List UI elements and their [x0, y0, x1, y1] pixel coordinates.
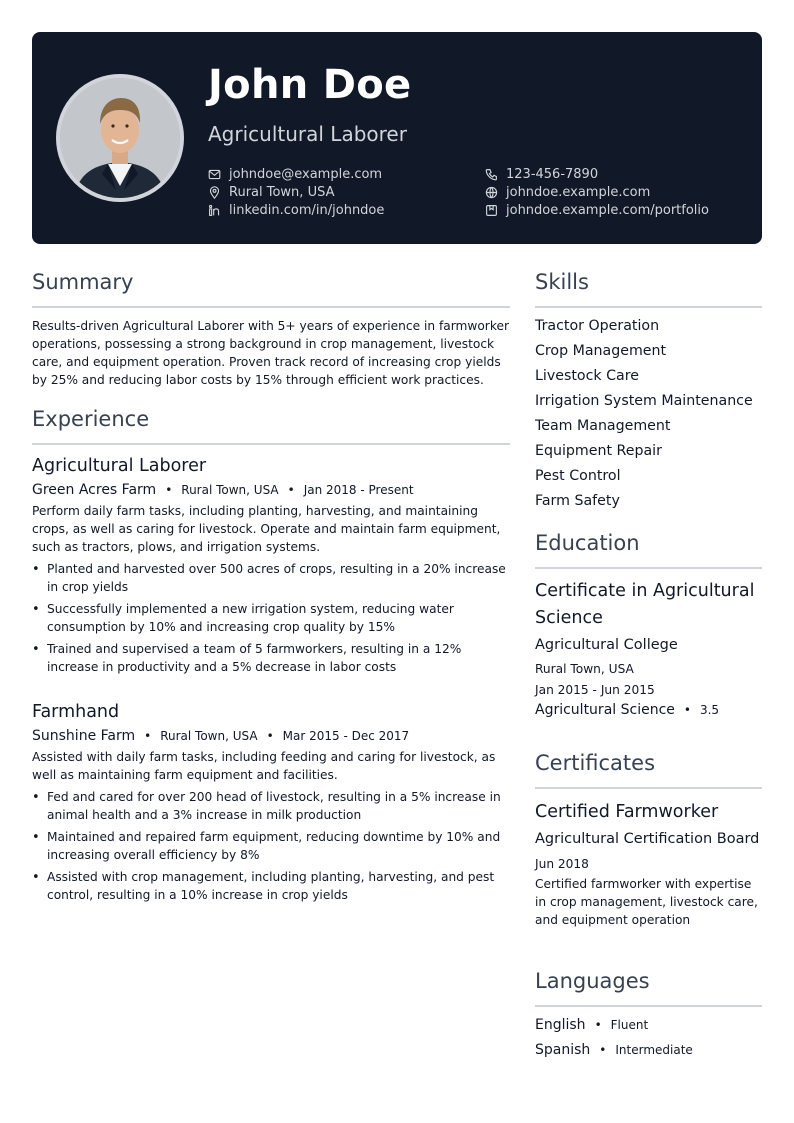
- skill-item: Tractor Operation: [535, 318, 660, 334]
- language-name: Spanish: [535, 1042, 591, 1058]
- achievement-item: • Maintained and repaired farm equipment, reducing downtime by 10% and increasing overall efficiency by 8%: [32, 828, 510, 864]
- experience-divider: [32, 443, 510, 445]
- separator-dot: •: [144, 729, 152, 743]
- mail-icon: [208, 168, 221, 181]
- certificate-description: Certified farmworker with expertise in crop management, livestock care, and equipment operation: [535, 877, 758, 927]
- language-level: Fluent: [610, 1018, 649, 1032]
- education-field: Agricultural Science: [535, 702, 675, 718]
- candidate-role: Agricultural Laborer: [208, 122, 407, 146]
- education-gpa: 3.5: [699, 703, 720, 717]
- job-dates: Jan 2018 - Present: [303, 483, 414, 497]
- education-field-row: [535, 702, 762, 718]
- contact-linkedin[interactable]: [208, 201, 384, 219]
- certificate-date: Jun 2018: [535, 857, 589, 871]
- certificates-divider: [535, 787, 762, 789]
- job-dates: Mar 2015 - Dec 2017: [282, 729, 410, 743]
- skill-item: Crop Management: [535, 343, 667, 359]
- website-text: johndoe.example.com: [506, 184, 651, 200]
- skill-item: Farm Safety: [535, 493, 620, 509]
- job-meta: [32, 482, 510, 498]
- job-title: Agricultural Laborer: [32, 456, 207, 476]
- phone-text: 123-456-7890: [506, 166, 599, 182]
- achievement-item: • Planted and harvested over 500 acres of crops, resulting in a 20% increase in crop yields: [32, 560, 510, 596]
- job-entry: [32, 702, 510, 908]
- achievement-item: • Successfully implemented a new irrigation system, reducing water consumption by 10% and increasing crop quality by 15%: [32, 600, 510, 636]
- globe-icon: [485, 186, 498, 199]
- job-company: Sunshine Farm: [32, 728, 136, 744]
- job-achievements: [32, 560, 510, 676]
- job-company: Green Acres Farm: [32, 482, 157, 498]
- skill-item: Equipment Repair: [535, 443, 662, 459]
- skill-item: Livestock Care: [535, 368, 639, 384]
- experience-heading: Experience: [32, 407, 150, 431]
- separator-dot: •: [594, 1018, 602, 1032]
- contact-phone[interactable]: [485, 165, 598, 183]
- linkedin-icon: [208, 204, 221, 217]
- candidate-name: John Doe: [208, 62, 412, 108]
- skill-item: Team Management: [535, 418, 671, 434]
- portfolio-text: johndoe.example.com/portfolio: [506, 202, 709, 218]
- certificate-issuer: Agricultural Certification Board: [535, 831, 760, 847]
- location-pin-icon: [208, 186, 221, 199]
- job-title: Farmhand: [32, 702, 120, 722]
- separator-dot: •: [683, 703, 691, 717]
- separator-dot: •: [165, 483, 173, 497]
- contact-location: [208, 183, 334, 201]
- language-name: English: [535, 1017, 586, 1033]
- summary-divider: [32, 306, 510, 308]
- job-entry: [32, 456, 510, 680]
- summary-text: Results-driven Agricultural Laborer with 5+ years of experience in farmworker operations, possessing a strong background in crop management, livestock care, and equipment operation. Proven track record of increasing crop yields by 25% and reducing labor costs by 15% through efficient work practices.: [32, 319, 509, 387]
- languages-divider: [535, 1005, 762, 1007]
- education-location: Rural Town, USA: [535, 662, 634, 676]
- linkedin-text: linkedin.com/in/johndoe: [229, 202, 385, 218]
- profile-photo: [56, 74, 184, 202]
- language-item: [535, 1042, 762, 1058]
- certificates-heading: Certificates: [535, 751, 656, 775]
- separator-dot: •: [287, 483, 295, 497]
- certificate-name: Certified Farmworker: [535, 802, 719, 822]
- achievement-item: • Fed and cared for over 200 head of livestock, resulting in a 5% increase in animal health and a 3% increase in milk production: [32, 788, 510, 824]
- skills-heading: Skills: [535, 270, 589, 294]
- summary-heading: Summary: [32, 270, 134, 294]
- degree-title: Certificate in Agricultural Science: [535, 581, 755, 628]
- skills-divider: [535, 306, 762, 308]
- job-location: Rural Town, USA: [160, 729, 258, 743]
- certificate-entry: [535, 799, 762, 929]
- skill-item: Pest Control: [535, 468, 621, 484]
- job-achievements: [32, 788, 510, 904]
- contact-portfolio[interactable]: [485, 201, 709, 219]
- education-dates: Jan 2015 - Jun 2015: [535, 683, 655, 697]
- achievement-item: • Trained and supervised a team of 5 farmworkers, resulting in a 12% increase in productivity and a 5% decrease in labor costs: [32, 640, 510, 676]
- achievement-item: • Assisted with crop management, including planting, harvesting, and pest control, resulting in a 10% increase in crop yields: [32, 868, 510, 904]
- language-item: [535, 1017, 762, 1033]
- education-heading: Education: [535, 531, 640, 555]
- resume-header: [32, 32, 762, 244]
- skill-item: Irrigation System Maintenance: [535, 393, 753, 409]
- contact-email[interactable]: [208, 165, 382, 183]
- location-text: Rural Town, USA: [229, 184, 335, 200]
- language-level: Intermediate: [615, 1043, 693, 1057]
- job-meta: [32, 728, 510, 744]
- job-description: Perform daily farm tasks, including planting, harvesting, and maintaining crops, as well as caring for livestock. Operate and maintain farm equipment, such as tractors, plows, and irrigation systems.: [32, 504, 501, 554]
- phone-icon: [485, 168, 498, 181]
- email-text: johndoe@example.com: [229, 166, 383, 182]
- job-location: Rural Town, USA: [181, 483, 279, 497]
- contact-website[interactable]: [485, 183, 650, 201]
- separator-dot: •: [599, 1043, 607, 1057]
- separator-dot: •: [266, 729, 274, 743]
- job-description: Assisted with daily farm tasks, including feeding and caring for livestock, as well as maintaining farm equipment and facilities.: [32, 750, 496, 782]
- institution-name: Agricultural College: [535, 637, 678, 653]
- education-entry: [535, 578, 762, 718]
- education-divider: [535, 567, 762, 569]
- languages-heading: Languages: [535, 969, 650, 993]
- portfolio-icon: [485, 204, 498, 217]
